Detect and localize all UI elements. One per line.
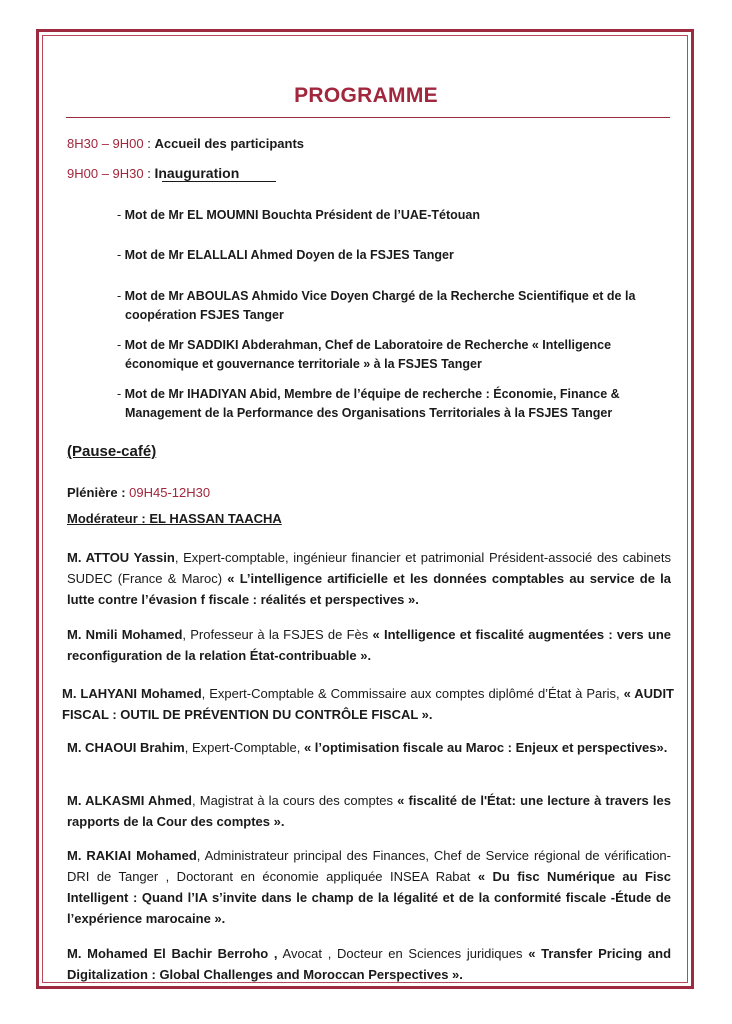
schedule-item-accueil: 8H30 – 9H00 : Accueil des participants bbox=[67, 136, 305, 151]
page-title: PROGRAMME bbox=[294, 84, 438, 107]
speaker-name: M. ALKASMI Ahmed bbox=[67, 793, 192, 808]
speaker-name: M. ATTOU Yassin bbox=[67, 550, 175, 565]
speech-item: - Mot de Mr ELALLALI Ahmed Doyen de la FSJES Tanger bbox=[117, 248, 454, 262]
speaker-name: M. RAKIAI Mohamed bbox=[67, 848, 197, 863]
schedule-label: Accueil des participants bbox=[154, 136, 305, 151]
talk-title: « fiscalité de l'État: une lecture à travers les rapports de la Cour des comptes ». bbox=[67, 793, 671, 829]
title-underline bbox=[66, 117, 670, 118]
pleniere-line bbox=[67, 485, 210, 500]
pleniere-time: 09H45-12H30 bbox=[129, 485, 211, 500]
moderateur-line: Modérateur : EL HASSAN TAACHA bbox=[67, 511, 282, 526]
intervention-item: M. LAHYANI Mohamed, Expert-Comptable & Commissaire aux comptes diplômé d’État à Paris, « AUDIT FISCAL : OUTIL DE PRÉVENTION DU CONTRÔLE FISCAL ». bbox=[62, 686, 674, 722]
intervention-item: M. RAKIAI Mohamed, Administrateur principal des Finances, Chef de Service régional de vérification-DRI de Tanger , Doctorant en économie appliquée INSEA Rabat « Du fisc Numérique au Fisc Intelligent : Quand l’IA s’invite dans le champ de la légalité et de la conformité fiscale -Étude de l’expérience marocaine ». bbox=[67, 848, 671, 926]
talk-title: « Intelligence et fiscalité augmentées : vers une reconfiguration de la relation État-contribuable ». bbox=[67, 627, 671, 663]
intervention-item: M. ALKASMI Ahmed, Magistrat à la cours des comptes « fiscalité de l'État: une lecture à travers les rapports de la Cour des comptes ». bbox=[67, 793, 671, 829]
pleniere-label: Plénière : bbox=[67, 485, 130, 500]
schedule-label: Inauguration bbox=[154, 165, 240, 181]
speech-item: - Mot de Mr EL MOUMNI Bouchta Président de l’UAE-Tétouan bbox=[117, 208, 480, 222]
speaker-name: M. Nmili Mohamed bbox=[67, 627, 183, 642]
intervention-item: M. CHAOUI Brahim, Expert-Comptable, « l’optimisation fiscale au Maroc : Enjeux et perspectives». bbox=[67, 740, 668, 755]
schedule-time: 9H00 – 9H30 bbox=[67, 166, 144, 181]
pause-cafe: (Pause-café) bbox=[67, 443, 157, 460]
schedule-item-inauguration: 9H00 – 9H30 : Inauguration bbox=[67, 165, 240, 181]
speech-item: - Mot de Mr IHADIYAN Abid, Membre de l’équipe de recherche : Économie, Finance & Management de la Performance des Organisations Territoriales à la FSJES Tanger bbox=[117, 387, 620, 420]
talk-title: « Transfer Pricing and Digitalization : Global Challenges and Moroccan Perspectives ». bbox=[67, 946, 672, 982]
talk-title: « AUDIT FISCAL : OUTIL DE PRÉVENTION DU CONTRÔLE FISCAL ». bbox=[62, 686, 674, 722]
schedule-time: 8H30 – 9H00 bbox=[67, 136, 144, 151]
talk-title: « L’intelligence artificielle et les données comptables au service de la lutte contre l’évasion f fiscale : réalités et perspectives ». bbox=[67, 571, 671, 607]
talk-title: « l’optimisation fiscale au Maroc : Enjeux et perspectives». bbox=[303, 740, 668, 755]
intervention-item: M. Nmili Mohamed, Professeur à la FSJES de Fès « Intelligence et fiscalité augmentées : vers une reconfiguration de la relation État-contribuable ». bbox=[67, 627, 671, 663]
talk-title: « Du fisc Numérique au Fisc Intelligent : Quand l’IA s’invite dans le champ de la légalité et de la conformité fiscale -Étude de l’expérience marocaine ». bbox=[67, 869, 671, 926]
speaker-name: M. CHAOUI Brahim bbox=[67, 740, 185, 755]
speaker-name: M. LAHYANI Mohamed bbox=[62, 686, 202, 701]
speech-item: - Mot de Mr SADDIKI Abderahman, Chef de Laboratoire de Recherche « Intelligence économique et gouvernance territoriale » à la FSJES Tanger bbox=[117, 338, 612, 371]
inauguration-underline bbox=[162, 181, 276, 182]
speaker-name: M. Mohamed El Bachir Berroho , bbox=[67, 946, 278, 961]
intervention-item: M. Mohamed El Bachir Berroho , Avocat , Docteur en Sciences juridiques « Transfer Pricing and Digitalization : Global Challenges and Moroccan Perspectives ». bbox=[67, 946, 672, 982]
speech-item: - Mot de Mr ABOULAS Ahmido Vice Doyen Chargé de la Recherche Scientifique et de la coopération FSJES Tanger bbox=[117, 289, 636, 322]
intervention-item: M. ATTOU Yassin, Expert-comptable, ingénieur financier et patrimonial Président-associé des cabinets SUDEC (France & Maroc) « L’intelligence artificielle et les données comptables au service de la lutte contre l’évasion f fiscale : réalités et perspectives ». bbox=[67, 550, 671, 607]
